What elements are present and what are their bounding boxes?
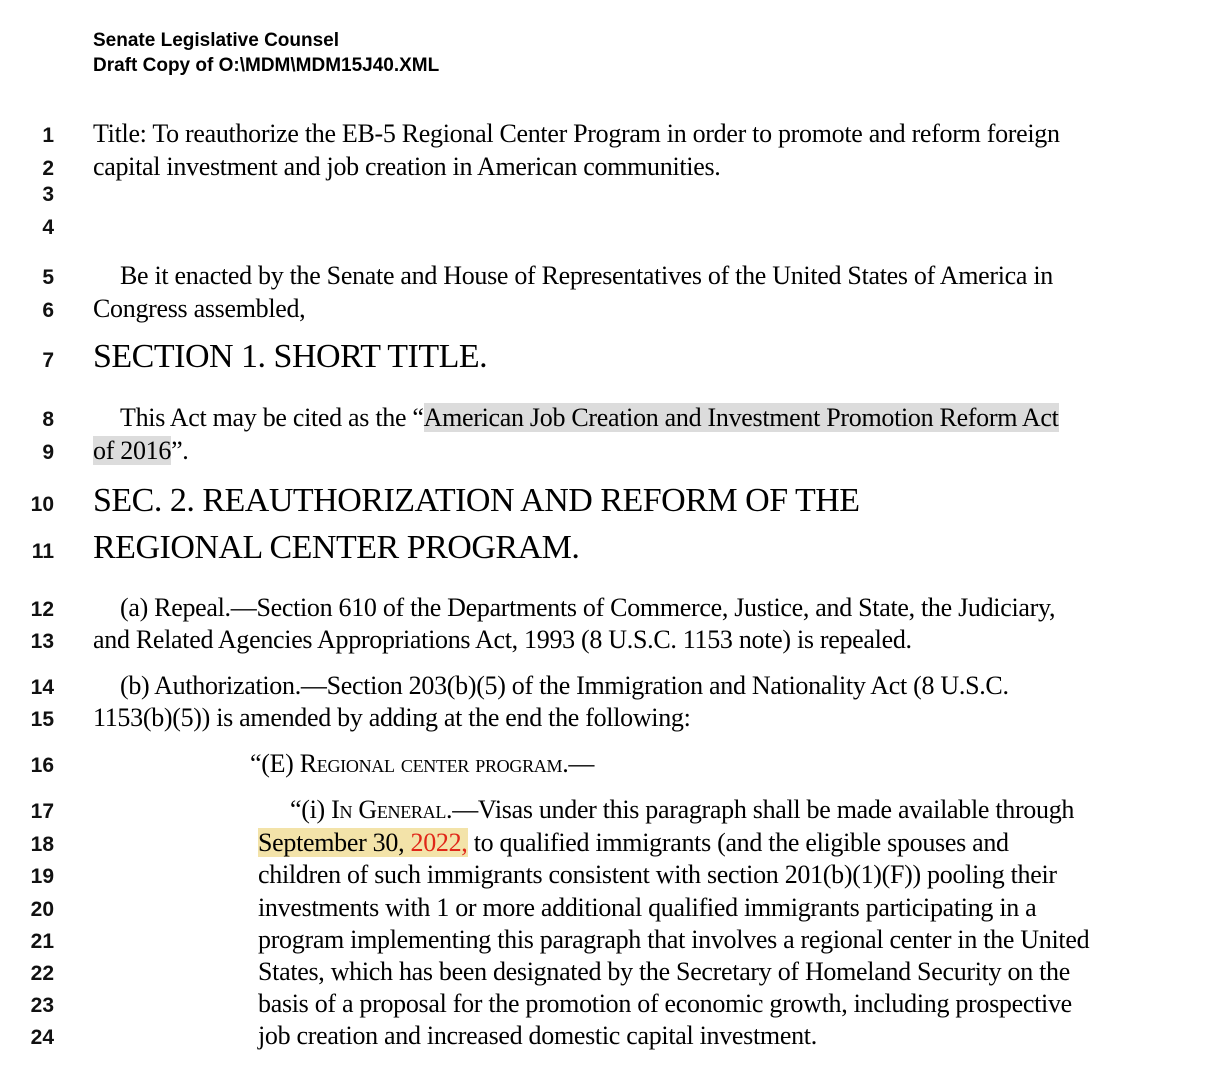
doc-line-6	[30, 292, 1198, 325]
draft-header-office: Senate Legislative Counsel	[93, 30, 340, 51]
line-text: 1153(b)(5)) is amended by adding at the end the following:	[93, 703, 691, 732]
section-1-heading	[30, 336, 1198, 378]
doc-line-12	[30, 591, 1198, 624]
draft-header-filepath: Draft Copy of O:\MDM\MDM15J40.XML	[93, 55, 440, 76]
line-text: Be it enacted by the Senate and House of Representatives of the United States of America in	[120, 261, 1053, 290]
doc-line-8	[30, 401, 1198, 434]
line-number: 20	[30, 898, 54, 921]
small-caps-text: Regional center program	[299, 749, 563, 778]
doc-line-20	[30, 891, 1198, 924]
line-number: 19	[30, 865, 54, 888]
line-number: 11	[31, 540, 54, 563]
line-text: of 2016”.	[93, 436, 189, 465]
line-number: 5	[42, 266, 54, 289]
line-number: 22	[30, 962, 54, 985]
line-text: “(i) In General.—Visas under this paragraph shall be made available through	[290, 795, 1075, 824]
gray-highlighted-text: of 2016	[93, 436, 172, 465]
gray-highlighted-text: American Job Creation and Investment Promotion Reform Act	[423, 403, 1059, 432]
line-number: 4	[42, 216, 54, 239]
line-text: job creation and increased domestic capital investment.	[258, 1021, 817, 1050]
line-number: 10	[30, 493, 54, 516]
doc-line-19	[30, 858, 1198, 891]
line-number: 2	[42, 157, 54, 180]
line-number: 15	[30, 708, 54, 731]
line-number: 17	[30, 800, 54, 823]
line-number: 1	[42, 124, 54, 147]
line-text: capital investment and job creation in American communities.	[93, 152, 721, 181]
line-number: 3	[42, 183, 54, 206]
doc-line-23	[30, 987, 1198, 1020]
line-number: 18	[30, 833, 54, 856]
line-text: Title: To reauthorize the EB-5 Regional Center Program in order to promote and reform foreign	[93, 119, 1060, 148]
section-2-heading-line-2	[30, 527, 1198, 569]
line-number: 9	[42, 441, 54, 464]
heading-text: SEC. 2. REAUTHORIZATION AND REFORM OF THE	[93, 482, 860, 519]
doc-line-24	[30, 1019, 1198, 1052]
yellow-highlighted-date: September 30,	[258, 828, 411, 857]
line-text: basis of a proposal for the promotion of economic growth, including prospective	[258, 989, 1072, 1018]
line-number: 14	[30, 676, 54, 699]
draft-header	[93, 28, 439, 78]
line-text: investments with 1 or more additional qualified immigrants participating in a	[258, 893, 1037, 922]
doc-line-21	[30, 923, 1198, 956]
doc-line-5	[30, 259, 1198, 292]
doc-line-9	[30, 434, 1198, 467]
line-number: 12	[30, 598, 54, 621]
line-text: program implementing this paragraph that involves a regional center in the United	[258, 925, 1090, 954]
line-number: 23	[30, 994, 54, 1017]
line-text: (b) Authorization.—Section 203(b)(5) of the Immigration and Nationality Act (8 U.S.C.	[120, 671, 1009, 700]
line-number: 24	[30, 1026, 54, 1049]
doc-line-1	[30, 117, 1198, 150]
line-number: 21	[30, 930, 54, 953]
doc-line-15	[30, 701, 1198, 734]
doc-line-4	[30, 216, 1198, 240]
line-text: Congress assembled,	[93, 294, 306, 323]
doc-line-17	[30, 793, 1198, 826]
heading-text: SECTION 1. SHORT TITLE.	[93, 338, 488, 375]
doc-line-18	[30, 826, 1198, 859]
section-2-heading-line-1	[30, 480, 1198, 522]
line-number: 13	[30, 630, 54, 653]
doc-line-2	[30, 150, 1198, 183]
heading-text: REGIONAL CENTER PROGRAM.	[93, 529, 580, 566]
doc-line-14	[30, 669, 1198, 702]
line-text: (a) Repeal.—Section 610 of the Departments of Commerce, Justice, and State, the Judiciary,	[120, 593, 1056, 622]
doc-line-16	[30, 747, 1198, 780]
doc-line-22	[30, 955, 1198, 988]
line-text: “(E) Regional center program.—	[250, 749, 595, 778]
line-number: 8	[42, 408, 54, 431]
line-number: 16	[30, 754, 54, 777]
line-text: September 30, 2022, to qualified immigrants (and the eligible spouses and	[258, 828, 1009, 857]
line-text: and Related Agencies Appropriations Act, 1993 (8 U.S.C. 1153 note) is repealed.	[93, 625, 912, 654]
small-caps-text: In General	[331, 795, 447, 824]
line-number: 7	[42, 349, 54, 372]
line-text: States, which has been designated by the Secretary of Homeland Security on the	[258, 957, 1070, 986]
yellow-highlighted-year-red: 2022,	[410, 828, 468, 857]
line-text: children of such immigrants consistent with section 201(b)(1)(F)) pooling their	[258, 860, 1057, 889]
doc-line-13	[30, 623, 1198, 656]
line-text: This Act may be cited as the “American Job Creation and Investment Promotion Reform Act	[120, 403, 1059, 432]
line-number: 6	[42, 299, 54, 322]
doc-line-3	[30, 183, 1198, 207]
